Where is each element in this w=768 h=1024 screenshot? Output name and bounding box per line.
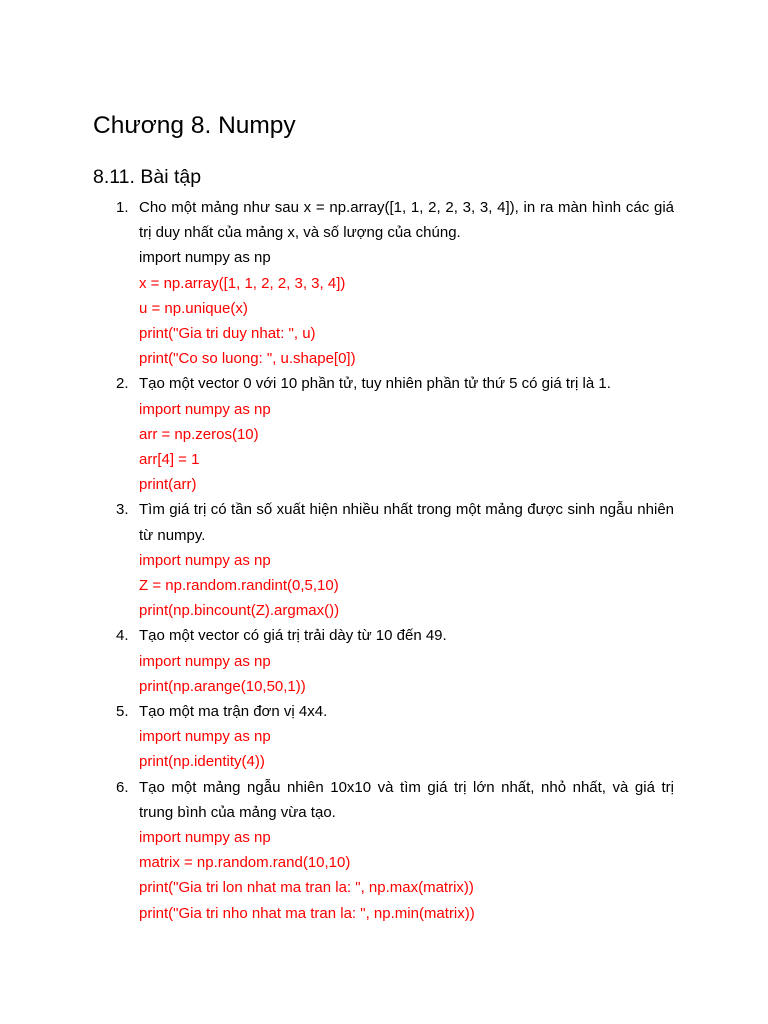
chapter-title: Chương 8. Numpy: [93, 112, 296, 139]
code-line: u = np.unique(x): [139, 299, 248, 317]
code-line: import numpy as np: [139, 551, 271, 569]
code-line: print(np.identity(4)): [139, 753, 265, 771]
exercise-question: Tạo một vector 0 với 10 phần tử, tuy nhiên phần tử thứ 5 có giá trị là 1.: [139, 375, 611, 393]
code-line: x = np.array([1, 1, 2, 2, 3, 3, 4]): [139, 274, 346, 292]
code-line: print(arr): [139, 476, 197, 494]
code-line: import numpy as np: [139, 400, 271, 418]
code-line: print(np.bincount(Z).argmax()): [139, 602, 340, 620]
code-line: arr[4] = 1: [139, 451, 200, 469]
exercise-question: Tạo một ma trận đơn vị 4x4.: [139, 703, 328, 721]
code-line: import numpy as np: [139, 249, 271, 267]
exercise-number: 4.: [116, 627, 129, 645]
code-line: print("Gia tri nho nhat ma tran la: ", np.min(matrix)): [139, 904, 475, 922]
exercise-number: 2.: [116, 375, 129, 393]
code-line: print("Gia tri lon nhat ma tran la: ", np.max(matrix)): [139, 879, 474, 897]
code-line: import numpy as np: [139, 652, 271, 670]
code-line: import numpy as np: [139, 728, 271, 746]
code-line: print(np.arange(10,50,1)): [139, 677, 306, 695]
code-line: print("Co so luong: ", u.shape[0]): [139, 350, 356, 368]
code-line: Z = np.random.randint(0,5,10): [139, 577, 339, 595]
exercise-number: 3.: [116, 501, 129, 519]
exercise-item: [93, 497, 674, 623]
exercise-item: [93, 195, 674, 371]
code-line: print("Gia tri duy nhat: ", u): [139, 325, 316, 343]
exercise-item: [93, 623, 674, 699]
section-title: 8.11. Bài tập: [93, 166, 202, 188]
code-line: import numpy as np: [139, 829, 271, 847]
exercise-question: Tìm giá trị có tần số xuất hiện nhiều nhất trong một mảng được sinh ngẫu nhiên từ numpy.: [139, 501, 674, 544]
exercise-question: Cho một mảng như sau x = np.array([1, 1, 2, 2, 3, 3, 4]), in ra màn hình các giá trị duy nhất của mảng x, và số lượng của chúng.: [139, 199, 674, 242]
exercise-item: [93, 775, 674, 926]
code-line: matrix = np.random.rand(10,10): [139, 854, 351, 872]
exercise-question: Tạo một vector có giá trị trải dày từ 10 đến 49.: [139, 627, 447, 645]
exercise-number: 6.: [116, 778, 129, 796]
exercise-number: 5.: [116, 703, 129, 721]
exercise-list: [93, 195, 674, 926]
exercise-item: [93, 371, 674, 497]
exercise-question: Tạo một mảng ngẫu nhiên 10x10 và tìm giá trị lớn nhất, nhỏ nhất, và giá trị trung bình của mảng vừa tạo.: [139, 778, 674, 821]
exercise-item: [93, 699, 674, 775]
exercise-number: 1.: [116, 199, 129, 216]
code-line: arr = np.zeros(10): [139, 425, 259, 443]
